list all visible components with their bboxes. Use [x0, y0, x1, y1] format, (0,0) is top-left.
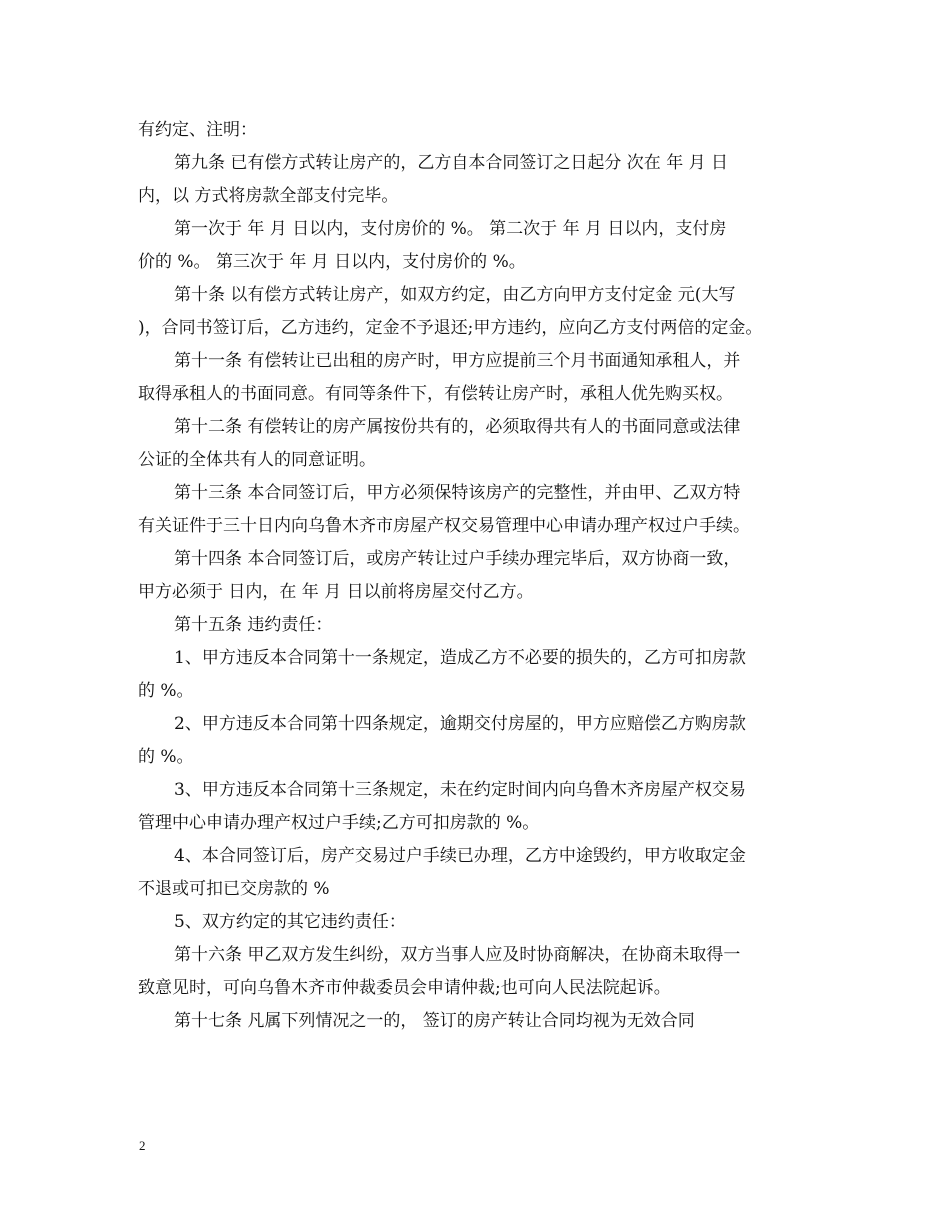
- text-line: 第十一条 有偿转让已出租的房产时，甲方应提前三个月书面通知承租人，并: [174, 351, 741, 371]
- text-line: 第十条 以有偿方式转让房产，如双方约定，由乙方向甲方支付定金 元(大写: [174, 285, 736, 305]
- text-line: 第十三条 本合同签订后，甲方必须保特该房产的完整性，并由甲、乙双方特: [174, 483, 741, 503]
- text-line: 价的 %。 第三次于 年 月 日以内，支付房价的 %。: [138, 252, 526, 272]
- page-number: 2: [139, 1138, 146, 1153]
- text-line: 4、本合同签订后，房产交易过户手续已办理，乙方中途毁约，甲方收取定金: [174, 846, 746, 866]
- text-line: 第九条 已有偿方式转让房产的，乙方自本合同签订之日起分 次在 年 月 日: [174, 153, 729, 173]
- text-line: 第十四条 本合同签订后，或房产转让过户手续办理完毕后，双方协商一致，: [174, 549, 741, 569]
- text-line: )，合同书签订后，乙方违约，定金不予退还;甲方违约，应向乙方支付两倍的定金。: [138, 318, 763, 338]
- text-line: 致意见时，可向乌鲁木齐市仲裁委员会申请仲裁;也可向人民法院起诉。: [138, 978, 671, 998]
- text-line: 第十六条 甲乙双方发生纠纷，双方当事人应及时协商解决，在协商未取得一: [174, 945, 741, 965]
- text-line: 内，以 方式将房款全部支付完毕。: [138, 186, 399, 206]
- text-line: 5、双方约定的其它违约责任：: [174, 912, 406, 932]
- text-line: 3、甲方违反本合同第十三条规定，未在约定时间内向乌鲁木齐房屋产权交易: [174, 780, 746, 800]
- text-line: 第十二条 有偿转让的房产属按份共有的，必须取得共有人的书面同意或法律: [174, 417, 741, 437]
- text-line: 第一次于 年 月 日以内，支付房价的 %。 第二次于 年 月 日以内，支付房: [174, 219, 727, 239]
- text-line: 甲方必须于 日内，在 年 月 日以前将房屋交付乙方。: [138, 582, 534, 602]
- text-line: 1、甲方违反本合同第十一条规定，造成乙方不必要的损失的，乙方可扣房款: [174, 648, 746, 668]
- text-line: 的 %。: [138, 681, 194, 701]
- text-line: 2、甲方违反本合同第十四条规定，逾期交付房屋的，甲方应赔偿乙方购房款: [174, 714, 746, 734]
- text-line: 不退或可扣已交房款的 %: [138, 879, 330, 899]
- text-line: 的 %。: [138, 747, 194, 767]
- document-body: [138, 114, 818, 1038]
- text-line: 管理中心申请办理产权过户手续;乙方可扣房款的 %。: [138, 813, 540, 833]
- text-line: 第十七条 凡属下列情况之一的， 签订的房产转让合同均视为无效合同: [174, 1011, 695, 1031]
- text-line: 第十五条 违约责任：: [174, 615, 333, 635]
- text-line: 取得承租人的书面同意。有同等条件下，有偿转让房产时，承租人优先购买权。: [138, 384, 733, 404]
- text-line: 有关证件于三十日内向乌鲁木齐市房屋产权交易管理中心申请办理产权过户手续。: [138, 516, 750, 536]
- text-line: 公证的全体共有人的同意证明。: [138, 450, 376, 470]
- text-line: 有约定、注明：: [138, 120, 257, 140]
